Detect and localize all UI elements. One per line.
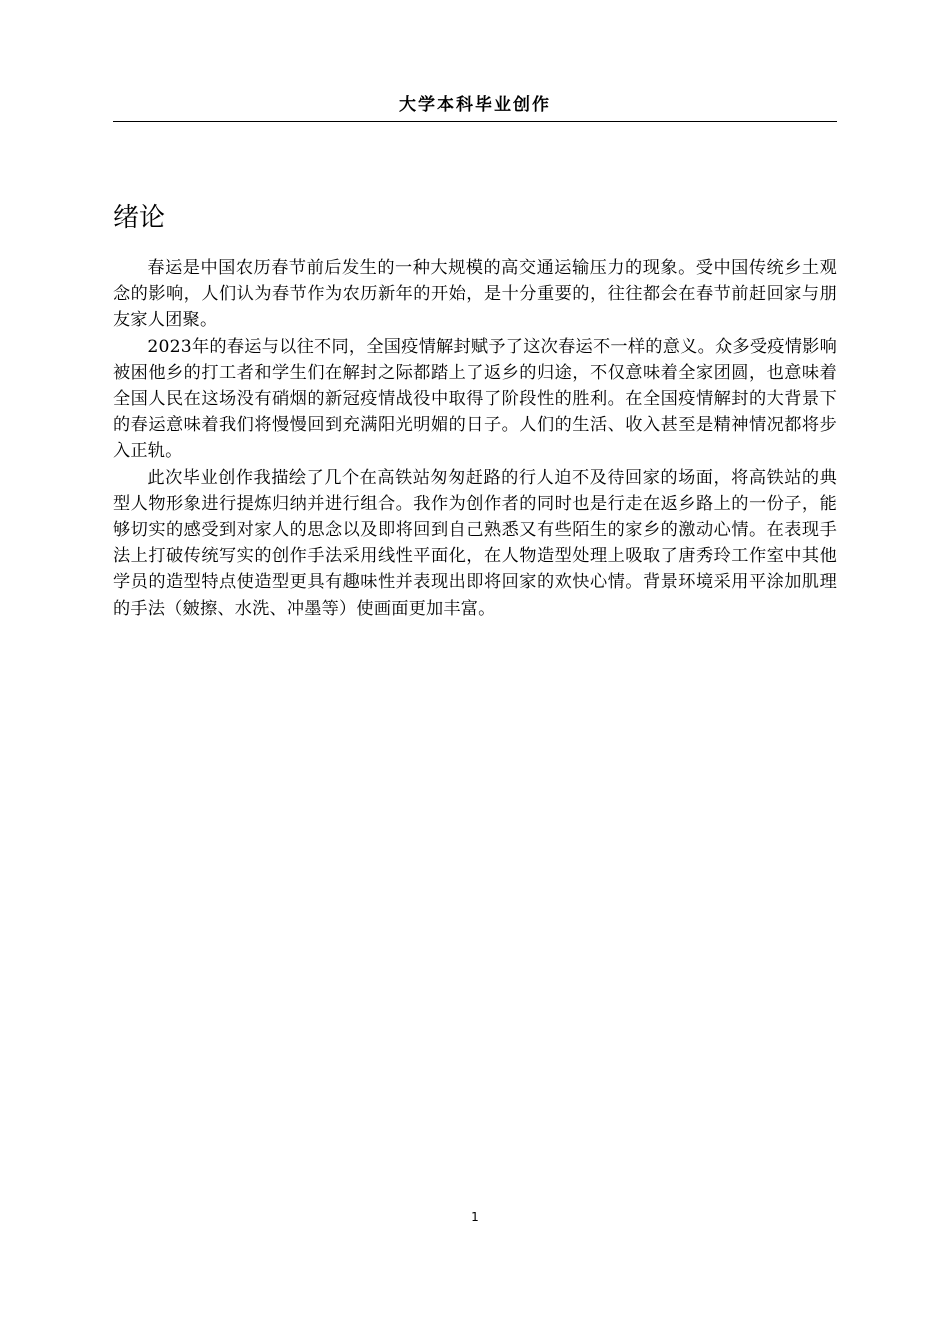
running-header: 大学本科毕业创作: [399, 95, 551, 115]
body-text: [113, 255, 837, 622]
section-title: 绪论: [113, 203, 166, 233]
paragraph: 2023年的春运与以往不同，全国疫情解封赋予了这次春运不一样的意义。众多受疫情影响被困他乡的打工者和学生们在解封之际都踏上了返乡的归途，不仅意味着全家团圆，也意味着全国人民在这场没有硝烟的新冠疫情战役中取得了阶段性的胜利。在全国疫情解封的大背景下的春运意味着我们将慢慢回到充满阳光明媚的日子。人们的生活、收入甚至是精神情况都将步入正轨。: [113, 336, 837, 462]
page-number: 1: [471, 1210, 479, 1224]
paragraph: 春运是中国农历春节前后发生的一种大规模的高交通运输压力的现象。受中国传统乡土观念的影响，人们认为春节作为农历新年的开始，是十分重要的，往往都会在春节前赶回家与朋友家人团聚。: [113, 258, 837, 331]
header-divider: [113, 121, 837, 122]
paragraph: 此次毕业创作我描绘了几个在高铁站匆匆赶路的行人迫不及待回家的场面，将高铁站的典型人物形象进行提炼归纳并进行组合。我作为创作者的同时也是行走在返乡路上的一份子，能够切实的感受到对家人的思念以及即将回到自己熟悉又有些陌生的家乡的激动心情。在表现手法上打破传统写实的创作手法采用线性平面化，在人物造型处理上吸取了唐秀玲工作室中其他学员的造型特点使造型更具有趣味性并表现出即将回家的欢快心情。背景环境采用平涂加肌理的手法（皴擦、水洗、冲墨等）使画面更加丰富。: [113, 467, 837, 619]
